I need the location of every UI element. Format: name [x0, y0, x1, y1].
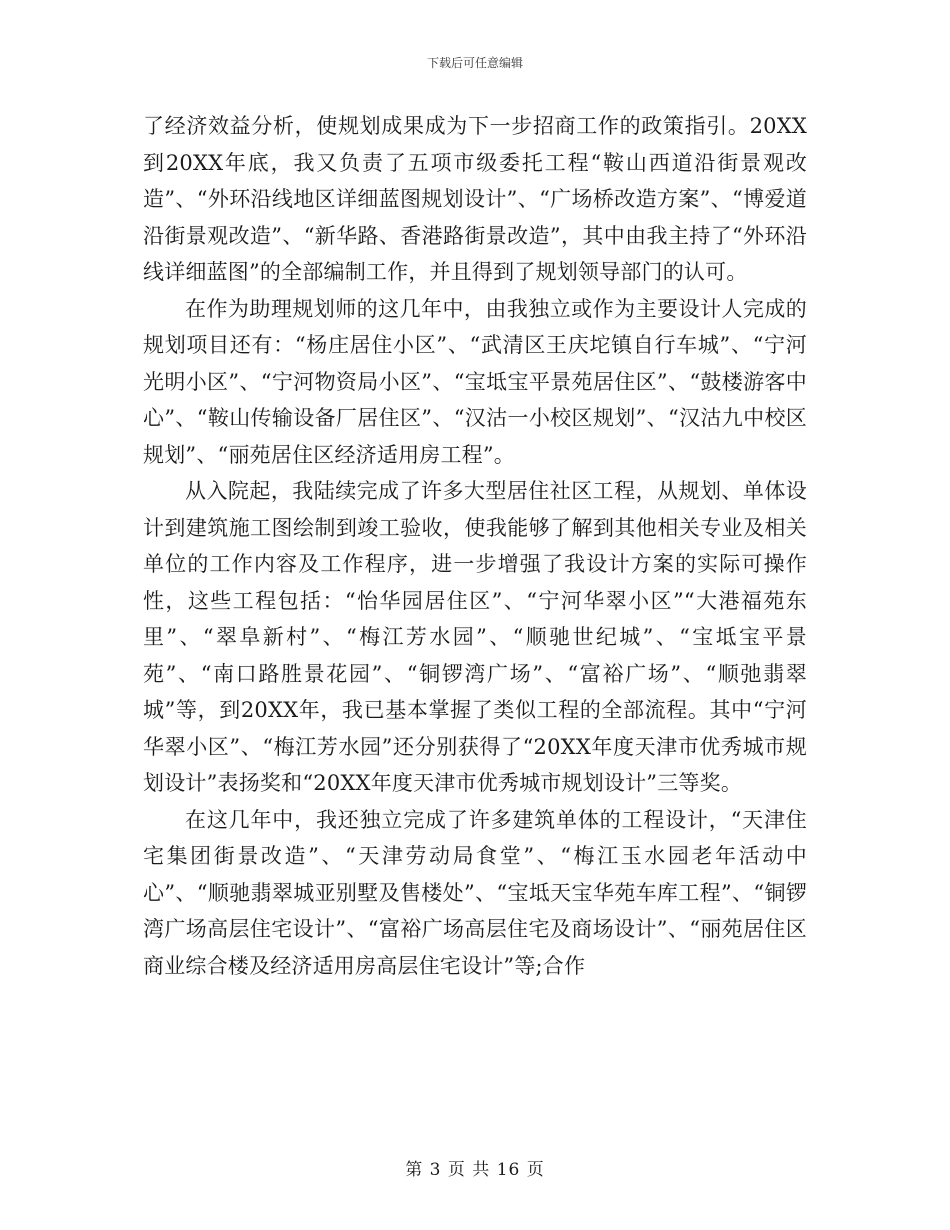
page-footer: 第 3 页 共 16 页: [405, 1160, 545, 1180]
page-header: 下载后可任意编辑: [426, 56, 523, 70]
paragraph-planning-projects: 在作为助理规划师的这几年中，由我独立或作为主要设计人完成的规划项目还有：“杨庄居住小区”、“武清区王庆坨镇自行车城”、“宁河光明小区”、“宁河物资局小区”、“宝坻宝平景苑居住区”、“鼓楼游客中心”、“鞍山传输设备厂居住区”、“汉沽一小校区规划”、“汉沽九中校区规划”、“丽苑居住区经济适用房工程”。: [143, 296, 807, 467]
paragraph-building-designs: 在这几年中，我还独立完成了许多建筑单体的工程设计，“天津住宅集团街景改造”、“天津劳动局食堂”、“梅江玉水园老年活动中心”、“顺驰翡翠城亚别墅及售楼处”、“宝坻天宝华苑车库工程”、“铜锣湾广场高层住宅设计”、“富裕广场高层住宅及商场设计”、“丽苑居住区商业综合楼及经济适用房高层住宅设计”等;合作: [143, 807, 807, 978]
paragraph-continuation: 了经济效益分析，使规划成果成为下一步招商工作的政策指引。20XX到20XX年底，我又负责了五项市级委托工程“鞍山西道沿街景观改造”、“外环沿线地区详细蓝图规划设计”、“广场桥改造方案”、“博爱道沿街景观改造”、“新华路、香港路街景改造”，其中由我主持了“外环沿线详细蓝图”的全部编制工作，并且得到了规划领导部门的认可。: [143, 114, 807, 284]
document-body: [143, 108, 807, 984]
paragraph-residential-projects: 从入院起，我陆续完成了许多大型居住社区工程，从规划、单体设计到建筑施工图绘制到竣工验收，使我能够了解到其他相关专业及相关单位的工作内容及工作程序，进一步增强了我设计方案的实际可操作性，这些工程包括：“怡华园居住区”、“宁河华翠小区”“大港福苑东里”、“翠阜新村”、“梅江芳水园”、“顺驰世纪城”、“宝坻宝平景苑”、“南口路胜景花园”、“铜锣湾广场”、“富裕广场”、“顺弛翡翠城”等，到20XX年，我已基本掌握了类似工程的全部流程。其中“宁河华翠小区”、“梅江芳水园”还分别获得了“20XX年度天津市优秀城市规划设计”表扬奖和“20XX年度天津市优秀城市规划设计”三等奖。: [143, 479, 807, 795]
